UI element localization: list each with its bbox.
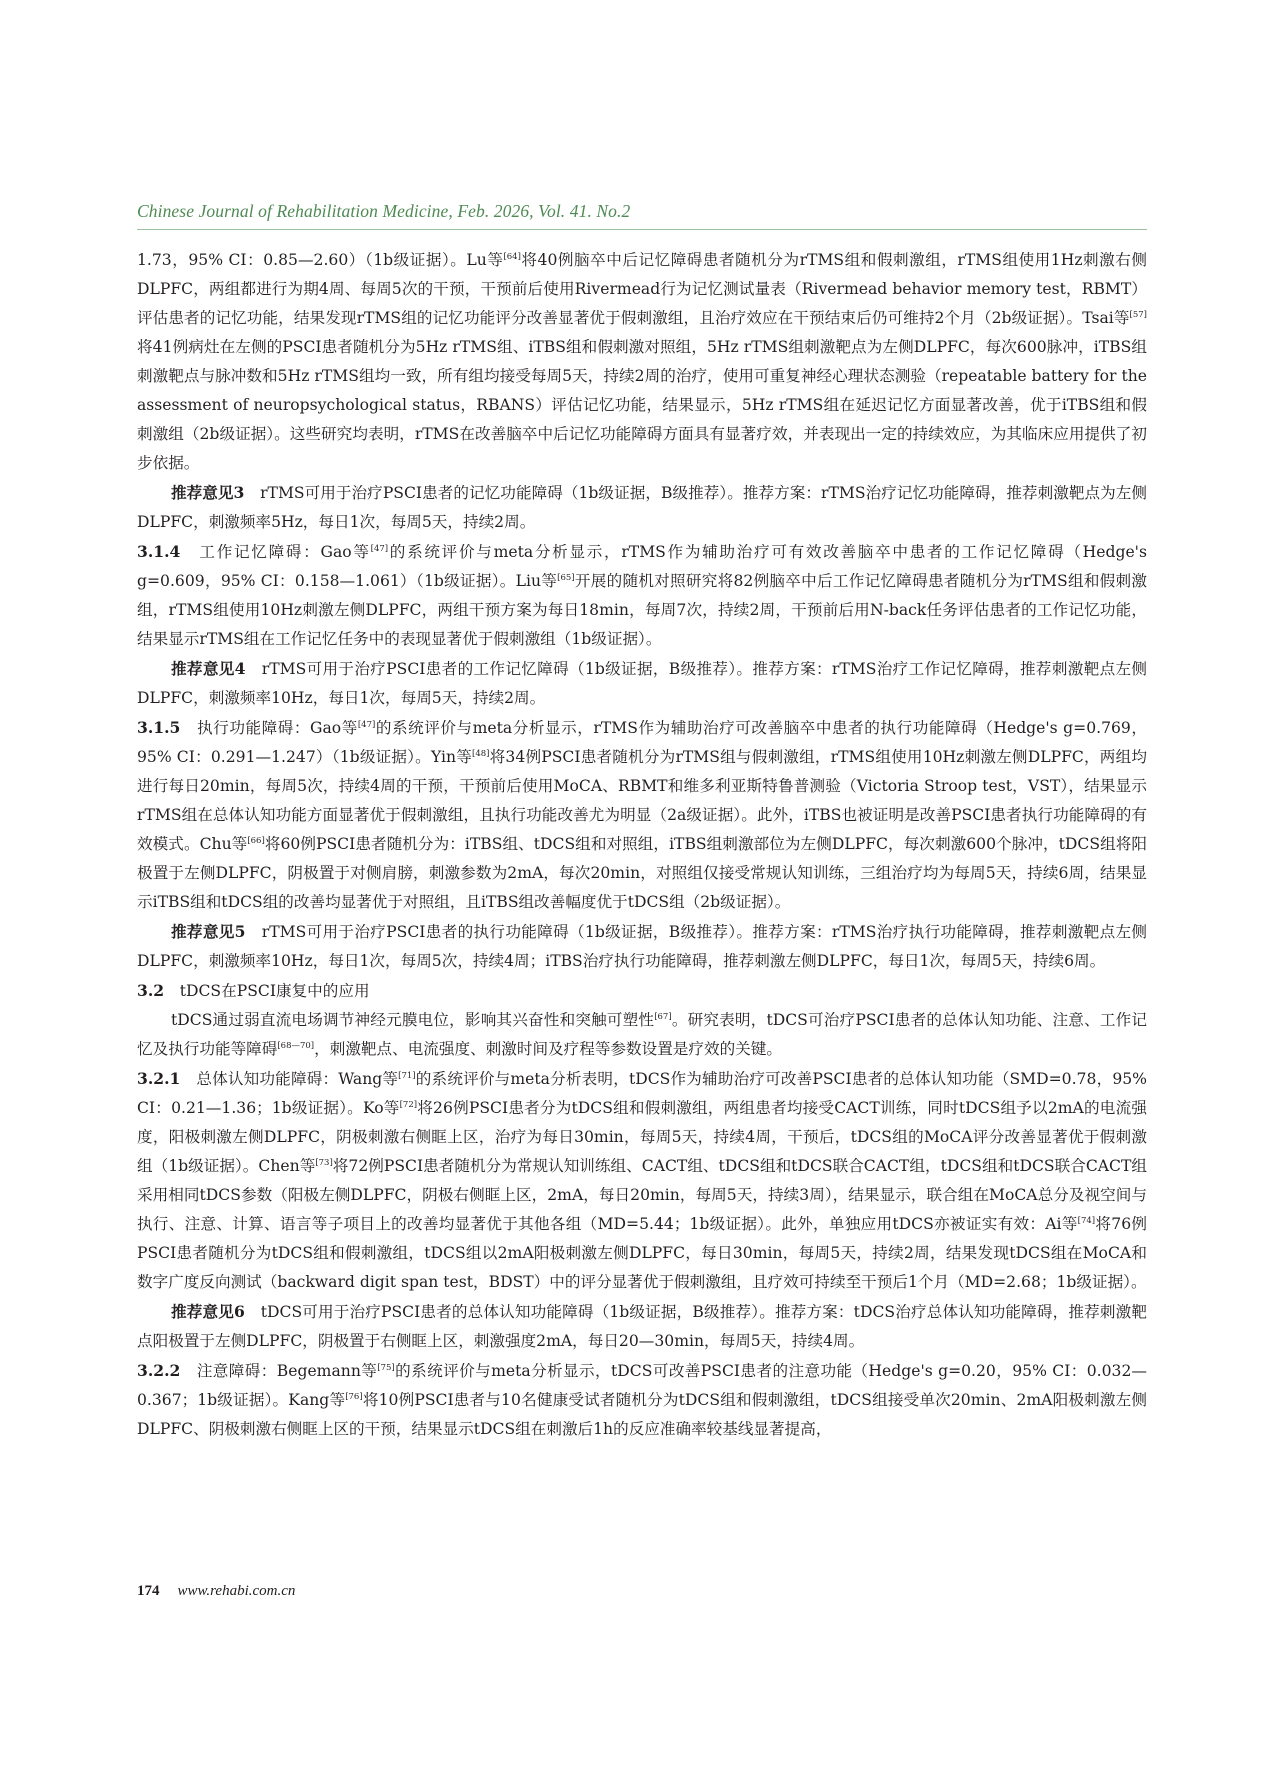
citation: [71] [398, 1070, 416, 1081]
section-3-2-1: 3.2.1 总体认知功能障碍：Wang等[71]的系统评价与meta分析表明，tDCS作为辅助治疗可改善PSCI患者的总体认知功能（SMD=0.78，95% CI：0.21—1.36；1b级证据）。Ko等[72]将26例PSCI患者分为tDCS组和假刺激组，两组患者均接受CACT训练，同时tDCS组予以2mA的电流强度，阳极刺激左侧DLPFC，阴极刺激右侧眶上区，治疗为每日30min，每周5天，持续4周，干预后，tDCS组的MoCA评分改善显著优于假刺激组（1b级证据）。Chen等[73]将72例PSCI患者随机分为常规认知训练组、CACT组、tDCS组和tDCS联合CACT组，tDCS组和tDCS联合CACT组采用相同tDCS参数（阳极左侧DLPFC，阴极右侧眶上区，2mA，每日20min，每周5天，持续3周），结果显示，联合组在MoCA总分及视空间与执行、注意、计算、语言等子项目上的改善均显著优于其他各组（MD=5.44；1b级证据）。此外，单独应用tDCS亦被证实有效：Ai等[74]将76例PSCI患者随机分为tDCS组和假刺激组，tDCS组以2mA阳极刺激左侧DLPFC，每日30min，每周5天，持续2周，结果发现tDCS组在MoCA和数字广度反向测试（backward digit span test，BDST）中的评分显著优于假刺激组，且疗效可持续至干预后1个月（MD=2.68；1b级证据）。 [137, 1069, 1148, 1291]
citation: [67] [654, 1011, 672, 1022]
recommendation-label: 推荐意见4 [171, 659, 246, 678]
citation: [74] [1077, 1215, 1096, 1226]
running-header [137, 201, 1147, 222]
citation: [68—70] [277, 1040, 315, 1051]
citation: [57] [1129, 309, 1147, 320]
section-3-2-2: 3.2.2 注意障碍：Begemann等[75]的系统评价与meta分析显示，tDCS可改善PSCI患者的注意功能（Hedge's g=0.20，95% CI：0.032—0.367；1b级证据）。Kang等[76]将10例PSCI患者与10名健康受试者随机分为tDCS组和假刺激组，tDCS组接受单次20min、2mA阳极刺激左侧DLPFC、阴极刺激右侧眶上区的干预，结果显示tDCS组在刺激后1h的反应准确率较基线显著提高， [137, 1361, 1147, 1438]
recommendation-label: 推荐意见6 [171, 1302, 245, 1321]
recommendation-label: 推荐意见3 [171, 483, 245, 502]
citation: [72] [399, 1099, 418, 1110]
section-3-1-4: 3.1.4 工作记忆障碍：Gao等[47]的系统评价与meta分析显示，rTMS作为辅助治疗可有效改善脑卒中患者的工作记忆障碍（Hedge's g=0.609，95% CI：0.158—1.061）（1b级证据）。Liu等[65]开展的随机对照研究将82例脑卒中后工作记忆障碍患者随机分为rTMS组和假刺激组，rTMS组使用10Hz刺激左侧DLPFC，两组干预方案为每日18min，每周7次，持续2周，干预前后用N-back任务评估患者的工作记忆功能，结果显示rTMS组在工作记忆任务中的表现显著优于假刺激组（1b级证据）。 [137, 542, 1147, 648]
citation: [47] [370, 543, 389, 554]
recommendation-4: 推荐意见4 rTMS可用于治疗PSCI患者的工作记忆障碍（1b级证据，B级推荐）。推荐方案：rTMS治疗工作记忆障碍，推荐刺激靶点左侧DLPFC，刺激频率10Hz，每日1次，每周5天，持续2周。 [137, 659, 1147, 707]
page-number: 174 [137, 1583, 160, 1599]
section-number: 3.2.2 [137, 1361, 181, 1380]
paragraph-memory-studies: 1.73，95% CI：0.85—2.60）（1b级证据）。Lu等[64]将40例脑卒中后记忆障碍患者随机分为rTMS组和假刺激组，rTMS组使用1Hz刺激右侧DLPFC，两组都进行为期4周、每周5次的干预，干预前后使用Rivermead行为记忆测试量表（Rivermead behavior memory test，RBMT）评估患者的记忆功能，结果发现rTMS组的记忆功能评分改善显著优于假刺激组，且治疗效应在干预结束后仍可维持2个月（2b级证据）。Tsai等[57]将41例病灶在左侧的PSCI患者随机分为5Hz rTMS组、iTBS组和假刺激对照组，5Hz rTMS组刺激靶点为左侧DLPFC，每次600脉冲，iTBS组刺激靶点与脉冲数和5Hz rTMS组均一致，所有组均接受每周5天，持续2周的治疗，使用可重复神经心理状态测验（repeatable battery for the assessment of neuropsychological status，RBANS）评估记忆功能，结果显示，5Hz rTMS组在延迟记忆方面显著改善，优于iTBS组和假刺激组（2b级证据）。这些研究均表明，rTMS在改善脑卒中后记忆功能障碍方面具有显著疗效，并表现出一定的持续效应，为其临床应用提供了初步依据。 [137, 251, 1147, 472]
page-footer [137, 1583, 295, 1600]
citation: [65] [557, 572, 575, 583]
recommendation-3: 推荐意见3 rTMS可用于治疗PSCI患者的记忆功能障碍（1b级证据，B级推荐）。推荐方案：rTMS治疗记忆功能障碍，推荐刺激靶点为左侧DLPFC，刺激频率5Hz，每日1次，每周5天，持续2周。 [137, 483, 1147, 531]
journal-website: www.rehabi.com.cn [177, 1583, 296, 1599]
section-number: 3.2.1 [137, 1069, 181, 1088]
citation: [66] [247, 835, 265, 846]
section-3-1-5: 3.1.5 执行功能障碍：Gao等[47]的系统评价与meta分析显示，rTMS作为辅助治疗可改善脑卒中患者的执行功能障碍（Hedge's g=0.769，95% CI：0.291—1.247）（1b级证据）。Yin等[48]将34例PSCI患者随机分为rTMS组与假刺激组，rTMS组使用10Hz刺激左侧DLPFC，两组均进行每日20min，每周5次，持续4周的干预，干预前后使用MoCA、RBMT和维多利亚斯特鲁普测验（Victoria Stroop test，VST），结果显示rTMS组在总体认知功能方面显著优于假刺激组，且执行功能改善尤为明显（2a级证据）。此外，iTBS也被证明是改善PSCI患者执行功能障碍的有效模式。Chu等[66]将60例PSCI患者随机分为：iTBS组、tDCS组和对照组，iTBS组刺激部位为左侧DLPFC，每次刺激600个脉冲，tDCS组将阳极置于左侧DLPFC，阴极置于对侧肩膀，刺激参数为2mA，每次20min，对照组仅接受常规认知训练，三组治疗均为每周5天，持续6周，结果显示iTBS组和tDCS组的改善均显著优于对照组，且iTBS组改善幅度优于tDCS组（2b级证据）。 [137, 718, 1147, 911]
recommendation-label: 推荐意见5 [171, 922, 246, 941]
citation: [64] [503, 251, 521, 262]
issue-info: Feb. 2026, Vol. 41. No.2 [457, 201, 631, 221]
citation: [48] [472, 748, 490, 759]
article-body [137, 246, 1147, 1444]
section-number: 3.2 [137, 981, 165, 1000]
recommendation-6: 推荐意见6 tDCS可用于治疗PSCI患者的总体认知功能障碍（1b级证据，B级推荐）。推荐方案：tDCS治疗总体认知功能障碍，推荐刺激靶点阳极置于左侧DLPFC，阴极置于右侧眶上区，刺激强度2mA，每日20—30min，每周5天，持续4周。 [137, 1302, 1147, 1350]
citation: [47] [357, 719, 376, 730]
header-divider [137, 229, 1147, 230]
journal-name: Chinese Journal of Rehabilitation Medicine, [137, 201, 453, 221]
citation: [76] [345, 1391, 363, 1402]
citation: [73] [315, 1157, 333, 1168]
citation: [75] [377, 1362, 395, 1373]
recommendation-5: 推荐意见5 rTMS可用于治疗PSCI患者的执行功能障碍（1b级证据，B级推荐）。推荐方案：rTMS治疗执行功能障碍，推荐刺激靶点左侧DLPFC，刺激频率10Hz，每日1次，每周5次，持续4周；iTBS治疗执行功能障碍，推荐刺激左侧DLPFC，每日1次，每周5天，持续6周。 [137, 922, 1147, 970]
section-number: 3.1.5 [137, 718, 181, 737]
section-3-2 [137, 976, 1147, 1006]
section-number: 3.1.4 [137, 542, 181, 561]
section-title: tDCS在PSCI康复中的应用 [164, 982, 370, 1000]
paragraph-tdcs-intro: tDCS通过弱直流电场调节神经元膜电位，影响其兴奋性和突触可塑性[67]。研究表明，tDCS可治疗PSCI患者的总体认知功能、注意、工作记忆及执行功能等障碍[68—70]，刺激靶点、电流强度、刺激时间及疗程等参数设置是疗效的关键。 [137, 1011, 1147, 1058]
